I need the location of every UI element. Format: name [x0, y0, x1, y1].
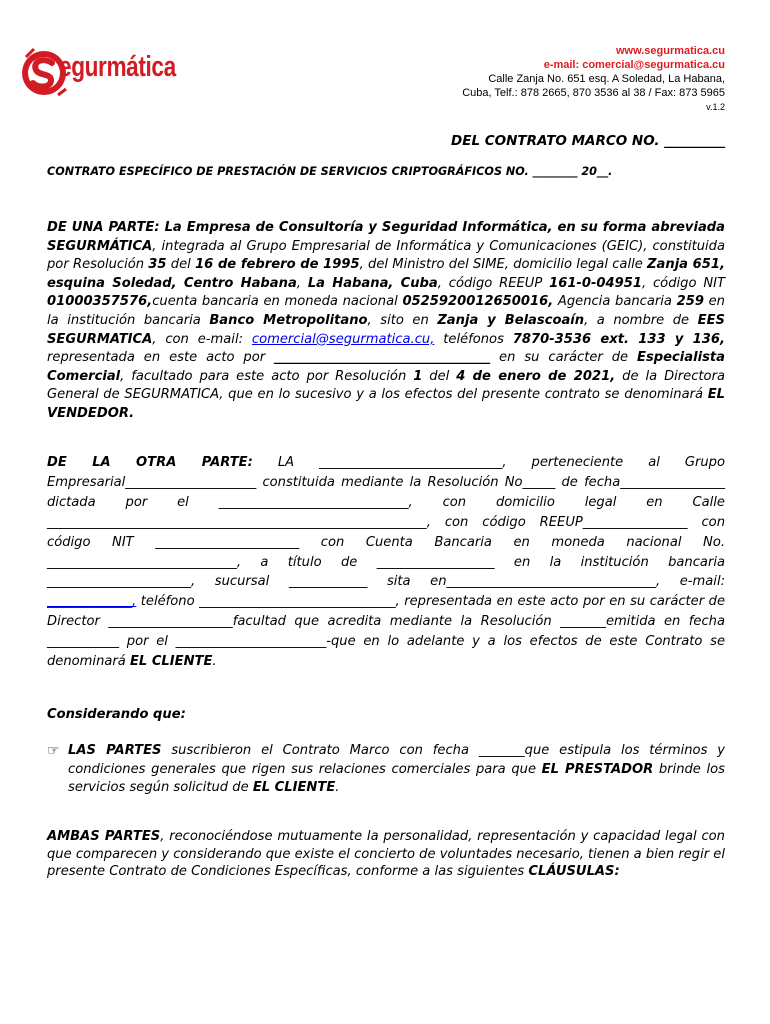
website-link[interactable]: www.segurmatica.cu — [615, 45, 725, 57]
ambas-partes-paragraph: AMBAS PARTES, reconociéndose mutuamente la personalidad, representación y capacidad legal con que comparecen y considerando que existe el concierto de voluntades necesario, tienen a bien regir el presente Contrato de Condiciones Específicas, conforme a las siguientes CLÁUSULAS: — [47, 829, 725, 880]
considerando-heading: Considerando que: — [47, 707, 186, 722]
email-link[interactable]: e-mail: comercial@segurmatica.cu — [543, 59, 725, 71]
segurmatica-logo — [20, 43, 176, 103]
considerando-text: LAS PARTES suscribieron el Contrato Marco con fecha _______que estipula los términos y condiciones generales que rigen sus relaciones comerciales para que EL PRESTADOR brinde los servicios según solicitud de EL CLIENTE. — [68, 743, 725, 796]
logo-wordmark: egurmática — [59, 51, 176, 83]
address-line: Calle Zanja No. 651 esq. A Soledad, La Habana, — [488, 73, 725, 85]
vendedor-paragraph: DE UNA PARTE: La Empresa de Consultoría y Seguridad Informática, en su forma abreviada SEGURMÁTICA, integrada al Grupo Empresarial de Informática y Comunicaciones (GEIC), constituida por Resolución 35 del 16 de febrero de 1995, del Ministro del SIME, domicilio legal calle Zanja 651, esquina Soledad, Centro Habana, La Habana, Cuba, código REEUP 161-0-04951, código NIT 01000357576,cuenta bancaria en moneda nacional 0525920012650016, Agencia bancaria 259 en la institución bancaria Banco Metropolitano, sito en Zanja y Belascoaín, a nombre de EES SEGURMATICA, con e-mail: comercial@segurmatica.cu, teléfonos 7870-3536 ext. 133 y 136, representada en este acto por _________________________________ en su carácter de Especialista Comercial, facultado para este acto por Resolución 1 del 4 de enero de 2021, de la Directora General de SEGURMATICA, que en lo sucesivo y a los efectos del presente contrato se denominará EL VENDEDOR. — [47, 220, 725, 421]
phones-line: Cuba, Telf.: 878 2665, 870 3536 al 38 / Fax: 873 5965 — [462, 87, 725, 99]
cliente-email-blank[interactable]: _____________, — [47, 594, 137, 610]
contrato-marco-title: DEL CONTRATO MARCO NO. _________ — [451, 133, 725, 149]
cliente-paragraph: DE LA OTRA PARTE: LA ____________________________, perteneciente al Grupo Empresarial____________________ constituida mediante la Resolución No_____ de fecha________________ dictada por el _____________________________, con domicilio legal en Calle __________________________________________________________, con código REEUP________________ con código NIT ______________________ con Cuenta Bancaria en moneda nacional No. _____________________________, a título de __________________ en la institución bancaria ______________________, sucursal ____________ sita en________________________________, e-mail: _____________, teléfono ______________________________, representada en este acto por en su carácter de Director ___________________facultad que acredita mediante la Resolución _______emitida en fecha ___________ por el _______________________-que en lo adelante y a los efectos de este Contrato se denominará EL CLIENTE. — [47, 455, 725, 670]
contact-block — [462, 44, 725, 114]
vendedor-email-link[interactable]: comercial@segurmatica.cu, — [251, 331, 435, 347]
version-label: v.1.2 — [706, 102, 725, 112]
pointing-hand-icon: ☞ — [47, 743, 60, 759]
contrato-especifico-title: CONTRATO ESPECÍFICO DE PRESTACIÓN DE SERVICIOS CRIPTOGRÁFICOS NO. ________ 20__. — [47, 165, 613, 178]
